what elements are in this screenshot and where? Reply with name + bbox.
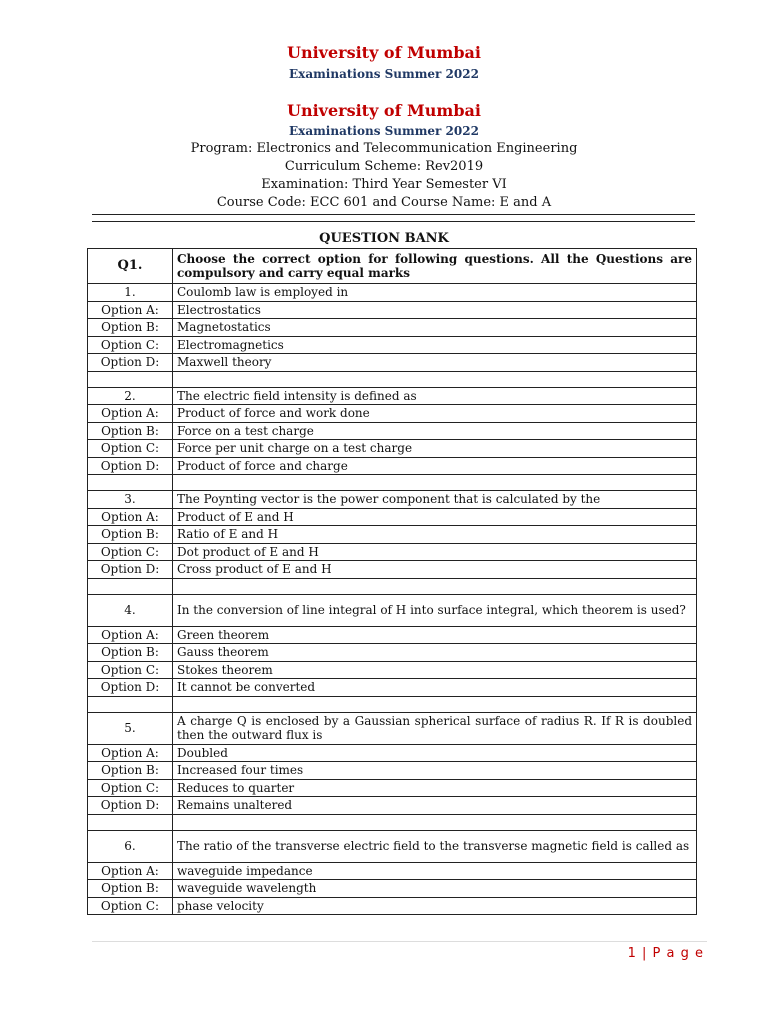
row-label: Option B:	[88, 880, 173, 898]
row-label: 6.	[88, 830, 173, 862]
question-row	[88, 284, 697, 302]
row-label: Option A:	[88, 508, 173, 526]
row-label: Option A:	[88, 862, 173, 880]
row-text: phase velocity	[173, 897, 697, 915]
option-row	[88, 797, 697, 815]
empty-cell	[88, 475, 173, 491]
option-row	[88, 779, 697, 797]
row-label: Option C:	[88, 661, 173, 679]
scheme-line: Curriculum Scheme: Rev2019	[284, 159, 484, 174]
row-text: Electrostatics	[173, 301, 697, 319]
option-row	[88, 457, 697, 475]
spacer-row	[88, 371, 697, 387]
course-line: Course Code: ECC 601 and Course Name: E and A	[216, 195, 552, 210]
spacer-row	[88, 475, 697, 491]
row-text: Green theorem	[173, 626, 697, 644]
row-label: Option C:	[88, 336, 173, 354]
spacer-row	[88, 696, 697, 712]
option-row	[88, 626, 697, 644]
question-label: Q1.	[88, 249, 173, 284]
row-text: The ratio of the transverse electric field to the transverse magnetic field is called as	[173, 830, 697, 862]
row-text: Increased four times	[173, 762, 697, 780]
spacer-row	[88, 814, 697, 830]
row-text: In the conversion of line integral of H into surface integral, which theorem is used?	[173, 594, 697, 626]
option-row	[88, 543, 697, 561]
empty-cell	[88, 696, 173, 712]
row-label: 3.	[88, 491, 173, 509]
option-row	[88, 661, 697, 679]
option-row	[88, 319, 697, 337]
question-row	[88, 594, 697, 626]
row-text: waveguide wavelength	[173, 880, 697, 898]
row-text: Reduces to quarter	[173, 779, 697, 797]
instruction-row	[88, 249, 697, 284]
row-text: Remains unaltered	[173, 797, 697, 815]
row-text: Magnetostatics	[173, 319, 697, 337]
row-text: Electromagnetics	[173, 336, 697, 354]
exam-session: Examinations Summer 2022	[289, 67, 479, 81]
row-text: The electric field intensity is defined as	[173, 387, 697, 405]
question-table	[87, 248, 697, 915]
university-title: University of Mumbai	[287, 43, 481, 62]
row-text: Product of force and charge	[173, 457, 697, 475]
row-text: Cross product of E and H	[173, 561, 697, 579]
instruction-text: Choose the correct option for following questions. All the Questions are compulsory and carry equal marks	[173, 249, 697, 284]
empty-cell	[173, 371, 697, 387]
option-row	[88, 561, 697, 579]
row-text: Coulomb law is employed in	[173, 284, 697, 302]
empty-cell	[88, 578, 173, 594]
row-text: A charge Q is enclosed by a Gaussian spherical surface of radius R. If R is doubled then the outward flux is	[173, 712, 697, 744]
row-label: Option A:	[88, 626, 173, 644]
option-row	[88, 440, 697, 458]
row-label: Option A:	[88, 301, 173, 319]
row-text: Gauss theorem	[173, 644, 697, 662]
row-label: 1.	[88, 284, 173, 302]
option-row	[88, 862, 697, 880]
row-text: Maxwell theory	[173, 354, 697, 372]
empty-cell	[88, 371, 173, 387]
row-text: Force on a test charge	[173, 422, 697, 440]
row-label: Option A:	[88, 405, 173, 423]
row-text: The Poynting vector is the power component that is calculated by the	[173, 491, 697, 509]
row-label: Option D:	[88, 457, 173, 475]
separator-rule	[92, 214, 695, 222]
option-row	[88, 762, 697, 780]
empty-cell	[173, 475, 697, 491]
row-label: Option D:	[88, 561, 173, 579]
row-label: Option C:	[88, 440, 173, 458]
row-label: 2.	[88, 387, 173, 405]
row-label: 4.	[88, 594, 173, 626]
question-row	[88, 491, 697, 509]
empty-cell	[173, 578, 697, 594]
option-row	[88, 679, 697, 697]
row-text: Stokes theorem	[173, 661, 697, 679]
university-title-repeat: University of Mumbai	[287, 101, 481, 120]
row-text: Doubled	[173, 744, 697, 762]
option-row	[88, 301, 697, 319]
row-label: Option C:	[88, 779, 173, 797]
empty-cell	[88, 814, 173, 830]
option-row	[88, 508, 697, 526]
spacer-row	[88, 578, 697, 594]
option-row	[88, 897, 697, 915]
row-label: Option B:	[88, 526, 173, 544]
row-label: Option B:	[88, 319, 173, 337]
question-bank-title: QUESTION BANK	[319, 231, 449, 246]
row-text: Product of E and H	[173, 508, 697, 526]
empty-cell	[173, 696, 697, 712]
footer-rule	[92, 941, 707, 942]
row-text: Force per unit charge on a test charge	[173, 440, 697, 458]
row-text: Dot product of E and H	[173, 543, 697, 561]
row-label: Option B:	[88, 644, 173, 662]
row-label: Option B:	[88, 422, 173, 440]
option-row	[88, 422, 697, 440]
row-text: Product of force and work done	[173, 405, 697, 423]
question-row	[88, 830, 697, 862]
row-label: Option B:	[88, 762, 173, 780]
option-row	[88, 405, 697, 423]
row-label: Option D:	[88, 354, 173, 372]
row-label: Option A:	[88, 744, 173, 762]
program-line: Program: Electronics and Telecommunication Engineering	[190, 141, 578, 156]
row-label: Option D:	[88, 797, 173, 815]
page-number: 1 | P a g e	[627, 946, 704, 961]
option-row	[88, 880, 697, 898]
question-row	[88, 712, 697, 744]
row-text: Ratio of E and H	[173, 526, 697, 544]
option-row	[88, 744, 697, 762]
row-label: Option C:	[88, 543, 173, 561]
row-text: It cannot be converted	[173, 679, 697, 697]
row-label: Option C:	[88, 897, 173, 915]
option-row	[88, 336, 697, 354]
empty-cell	[173, 814, 697, 830]
option-row	[88, 644, 697, 662]
option-row	[88, 526, 697, 544]
option-row	[88, 354, 697, 372]
question-row	[88, 387, 697, 405]
row-label: Option D:	[88, 679, 173, 697]
row-text: waveguide impedance	[173, 862, 697, 880]
exam-session-repeat: Examinations Summer 2022	[289, 124, 479, 138]
row-label: 5.	[88, 712, 173, 744]
examination-line: Examination: Third Year Semester VI	[261, 177, 507, 192]
